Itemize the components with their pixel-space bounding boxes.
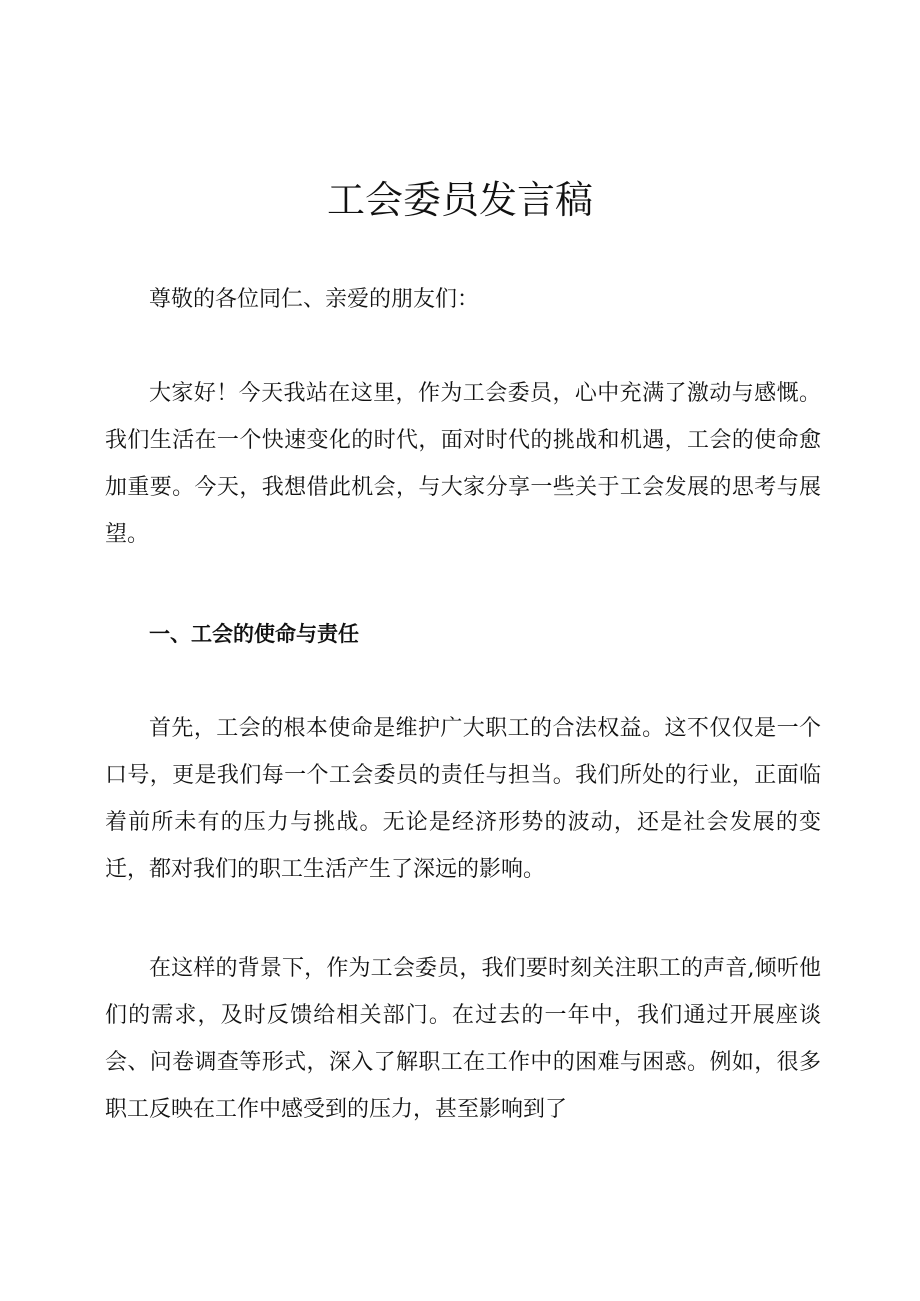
document-title: 工会委员发言稿 — [326, 178, 593, 222]
section-paragraph: 在这样的背景下，作为工会委员，我们要时刻关注职工的声音,倾听他们的需求，及时反馈给相关部门。在过去的一年中，我们通过开展座谈会、问卷调查等形式，深入了解职工在工作中的困难与困惑。例如，很多职工反映在工作中感受到的压力，甚至影响到了 — [105, 956, 821, 1122]
section-paragraph: 首先，工会的根本使命是维护广大职工的合法权益。这不仅仅是一个口号，更是我们每一个工会委员的责任与担当。我们所处的行业，正面临着前所未有的压力与挑战。无论是经济形势的波动，还是社会发展的变迁，都对我们的职工生活产生了深远的影响。 — [105, 716, 821, 882]
intro-paragraph: 大家好！今天我站在这里，作为工会委员，心中充满了激动与感慨。我们生活在一个快速变化的时代，面对时代的挑战和机遇，工会的使命愈加重要。今天，我想借此机会，与大家分享一些关于工会发展的思考与展望。 — [105, 381, 821, 547]
greeting-paragraph: 尊敬的各位同仁、亲爱的朋友们： — [149, 287, 480, 312]
section-heading: 一、工会的使命与责任 — [149, 622, 359, 646]
